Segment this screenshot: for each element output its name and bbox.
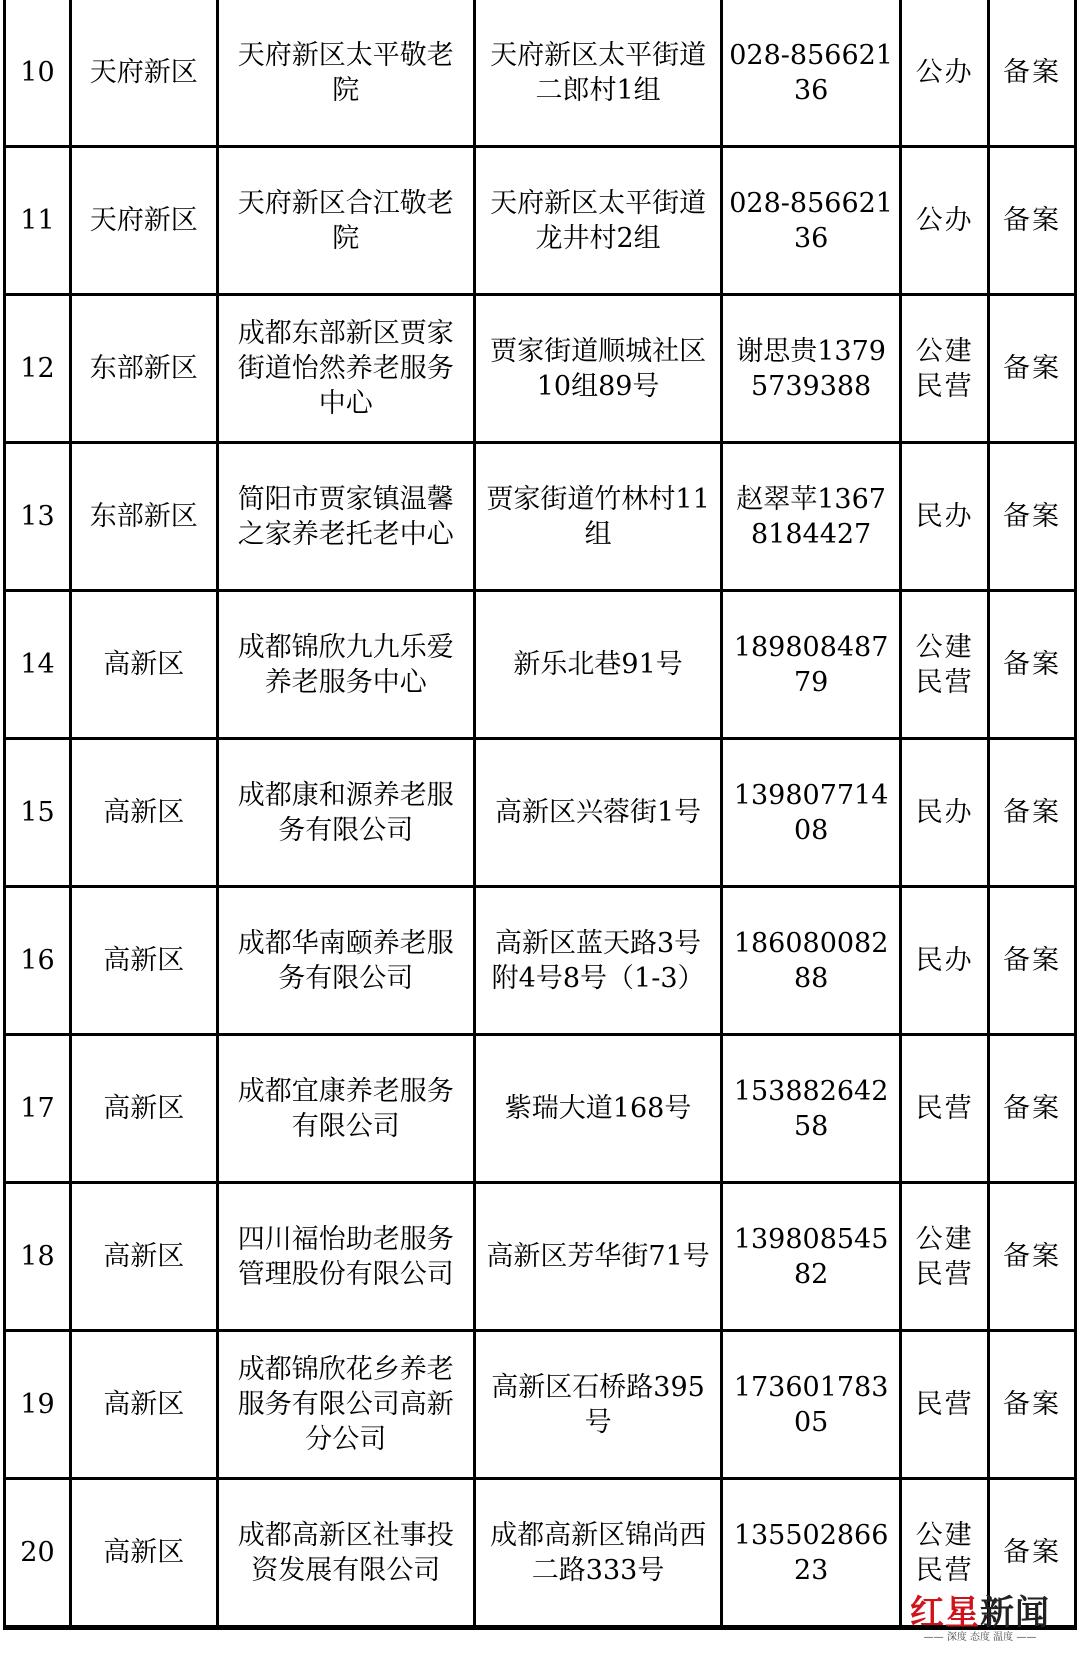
row-number: 17	[5, 1035, 71, 1183]
record-status-cell: 备案	[989, 147, 1076, 295]
table-row	[5, 1183, 1076, 1331]
contact-cell: 17360178305	[722, 1331, 901, 1479]
row-number: 19	[5, 1331, 71, 1479]
contact-cell: 13550286623	[722, 1479, 901, 1628]
ownership-type-cell: 民办	[901, 887, 989, 1035]
address-cell: 高新区蓝天路3号附4号8号（1-3）	[475, 887, 722, 1035]
row-number: 16	[5, 887, 71, 1035]
contact-cell: 18980848779	[722, 591, 901, 739]
address-cell: 贾家街道竹林村11组	[475, 443, 722, 591]
ownership-type-cell: 民营	[901, 1331, 989, 1479]
contact-cell: 15388264258	[722, 1035, 901, 1183]
contact-cell: 028-85662136	[722, 0, 901, 147]
institution-name-cell: 简阳市贾家镇温馨之家养老托老中心	[217, 443, 475, 591]
district-cell: 东部新区	[70, 295, 217, 443]
district-cell: 天府新区	[70, 147, 217, 295]
ownership-type-cell: 公建民营	[901, 295, 989, 443]
row-number: 18	[5, 1183, 71, 1331]
row-number: 12	[5, 295, 71, 443]
contact-cell: 谢思贵13795739388	[722, 295, 901, 443]
ownership-type-cell: 公建民营	[901, 591, 989, 739]
address-cell: 新乐北巷91号	[475, 591, 722, 739]
table-row	[5, 1035, 1076, 1183]
watermark-logo-dark: 新闻	[980, 1593, 1050, 1633]
ownership-type-cell: 公建民营	[901, 1479, 989, 1628]
ownership-type-cell: 公办	[901, 147, 989, 295]
row-number: 10	[5, 0, 71, 147]
ownership-type-cell: 民办	[901, 739, 989, 887]
district-cell: 天府新区	[70, 0, 217, 147]
institution-name-cell: 成都康和源养老服务有限公司	[217, 739, 475, 887]
record-status-cell: 备案	[989, 1331, 1076, 1479]
address-cell: 高新区石桥路395号	[475, 1331, 722, 1479]
district-cell: 高新区	[70, 1331, 217, 1479]
record-status-cell: 备案	[989, 591, 1076, 739]
address-cell: 成都高新区锦尚西二路333号	[475, 1479, 722, 1628]
watermark-logo-red: 红星	[910, 1593, 980, 1633]
district-cell: 高新区	[70, 887, 217, 1035]
institution-table	[3, 0, 1077, 1630]
address-cell: 紫瑞大道168号	[475, 1035, 722, 1183]
institution-name-cell: 成都华南颐养老服务有限公司	[217, 887, 475, 1035]
institution-name-cell: 天府新区合江敬老院	[217, 147, 475, 295]
district-cell: 东部新区	[70, 443, 217, 591]
table-row	[5, 147, 1076, 295]
ownership-type-cell: 民办	[901, 443, 989, 591]
address-cell: 高新区芳华街71号	[475, 1183, 722, 1331]
table-row	[5, 1331, 1076, 1479]
table-row	[5, 887, 1076, 1035]
row-number: 13	[5, 443, 71, 591]
record-status-cell: 备案	[989, 887, 1076, 1035]
address-cell: 高新区兴蓉街1号	[475, 739, 722, 887]
ownership-type-cell: 公建民营	[901, 1183, 989, 1331]
address-cell: 贾家街道顺城社区10组89号	[475, 295, 722, 443]
institution-name-cell: 成都锦欣九九乐爱养老服务中心	[217, 591, 475, 739]
record-status-cell: 备案	[989, 739, 1076, 887]
table-row	[5, 1479, 1076, 1628]
contact-cell: 赵翠苹13678184427	[722, 443, 901, 591]
table-body	[5, 0, 1076, 1628]
table-row	[5, 295, 1076, 443]
row-number: 14	[5, 591, 71, 739]
contact-cell: 18608008288	[722, 887, 901, 1035]
table-row	[5, 591, 1076, 739]
institution-name-cell: 四川福怡助老服务管理股份有限公司	[217, 1183, 475, 1331]
record-status-cell: 备案	[989, 1035, 1076, 1183]
address-cell: 天府新区太平街道龙井村2组	[475, 147, 722, 295]
record-status-cell: 备案	[989, 1183, 1076, 1331]
institution-name-cell: 成都高新区社事投资发展有限公司	[217, 1479, 475, 1628]
row-number: 15	[5, 739, 71, 887]
institution-name-cell: 成都东部新区贾家街道怡然养老服务中心	[217, 295, 475, 443]
ownership-type-cell: 民营	[901, 1035, 989, 1183]
district-cell: 高新区	[70, 591, 217, 739]
table-row	[5, 739, 1076, 887]
record-status-cell: 备案	[989, 443, 1076, 591]
address-cell: 天府新区太平街道二郎村1组	[475, 0, 722, 147]
institution-name-cell: 成都锦欣花乡养老服务有限公司高新分公司	[217, 1331, 475, 1479]
contact-cell: 13980854582	[722, 1183, 901, 1331]
table-row	[5, 0, 1076, 147]
record-status-cell: 备案	[989, 1479, 1076, 1628]
district-cell: 高新区	[70, 1183, 217, 1331]
institution-name-cell: 天府新区太平敬老院	[217, 0, 475, 147]
watermark-slogan: —— 深度 态度 温度 ——	[923, 1632, 1037, 1643]
district-cell: 高新区	[70, 739, 217, 887]
contact-cell: 028-85662136	[722, 147, 901, 295]
record-status-cell: 备案	[989, 0, 1076, 147]
record-status-cell: 备案	[989, 295, 1076, 443]
ownership-type-cell: 公办	[901, 0, 989, 147]
contact-cell: 13980771408	[722, 739, 901, 887]
row-number: 11	[5, 147, 71, 295]
institution-name-cell: 成都宜康养老服务有限公司	[217, 1035, 475, 1183]
row-number: 20	[5, 1479, 71, 1628]
district-cell: 高新区	[70, 1479, 217, 1628]
district-cell: 高新区	[70, 1035, 217, 1183]
table-row	[5, 443, 1076, 591]
